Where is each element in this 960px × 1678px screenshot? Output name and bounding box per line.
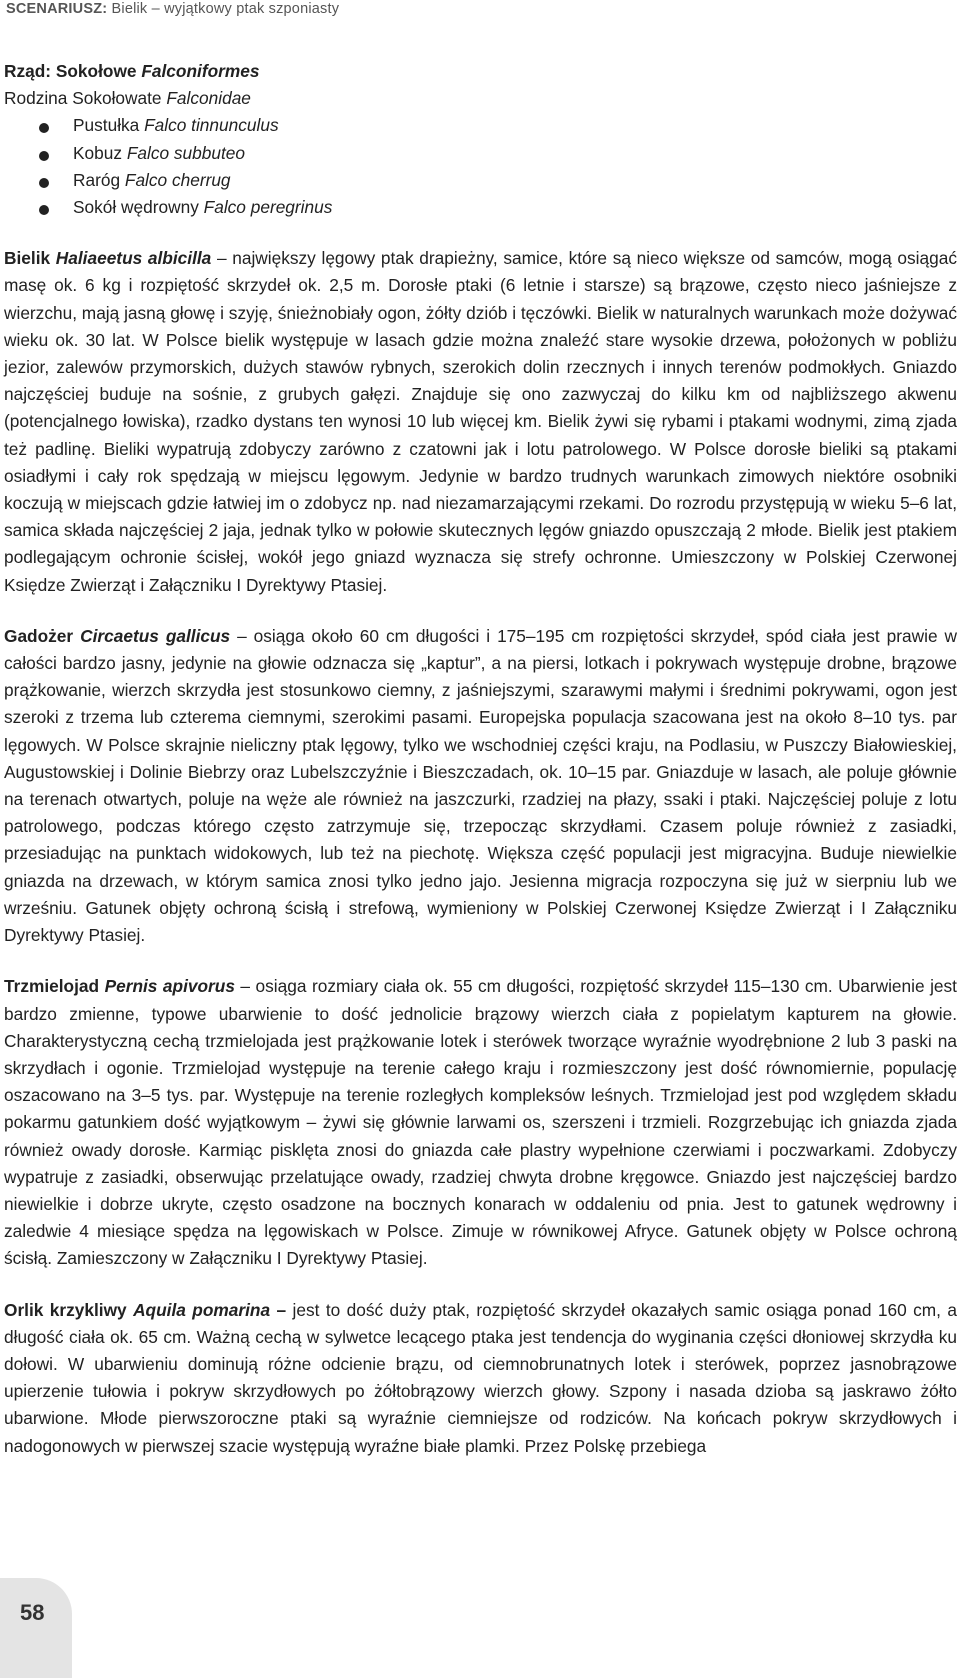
heading-dash: –	[270, 1299, 287, 1320]
taxonomy-block	[4, 58, 957, 221]
species-heading-latin: Circaetus gallicus	[80, 625, 231, 646]
page-number: 58	[20, 1600, 45, 1625]
bullet-icon	[39, 151, 49, 161]
family-line	[4, 85, 957, 112]
order-line	[4, 58, 957, 85]
article-body	[4, 58, 957, 1484]
species-name: Raróg	[73, 169, 121, 190]
species-name: Kobuz	[73, 142, 123, 163]
header-label: SCENARIUSZ:	[6, 1, 108, 17]
order-latin: Falconiformes	[141, 61, 260, 81]
list-item	[4, 194, 957, 221]
bullet-icon	[39, 178, 49, 188]
running-header	[6, 0, 339, 18]
species-latin: Falco cherrug	[124, 169, 231, 190]
bullet-icon	[39, 123, 49, 133]
species-latin: Falco peregrinus	[203, 197, 333, 218]
list-item	[4, 140, 957, 167]
species-name: Sokół wędrowny	[73, 197, 199, 218]
paragraph-trzmielojad	[4, 973, 957, 1272]
list-item	[4, 112, 957, 139]
species-latin: Falco tinnunculus	[144, 115, 279, 136]
header-title: Bielik – wyjątkowy ptak szponiasty	[111, 1, 340, 17]
list-item	[4, 167, 957, 194]
species-heading: Gadożer	[4, 625, 74, 646]
species-heading-latin: Aquila pomarina	[133, 1299, 271, 1320]
species-heading-latin: Pernis apivorus	[104, 976, 235, 997]
species-heading: Trzmielojad	[4, 976, 100, 997]
species-heading: Bielik	[4, 248, 51, 269]
family-label: Rodzina Sokołowate	[4, 88, 162, 109]
paragraph-text: – największy lęgowy ptak drapieżny, samice, które są nieco większe od samców, mogą osiągać masę ok. 6 kg i rozpiętość skrzydeł ok. 2,5 m. Dorosłe ptaki (6 letnie i starsze) są brązowe, często nieco jaśniejsze z wierzchu, mają jasną głowę i szyję, śnieżnobiały ogon, żółty dziób i tęczówki. Bielik w naturalnych warunkach może dożywać wieku ok. 30 lat. W Polsce bielik występuje w lasach gdzie można znaleźć stare wysokie drzewa, położonych w pobliżu jezior, zalewów przymorskich, dużych stawów rybnych, szerokich dolin rzecznych i innych terenów podmokłych. Gniazdo najczęściej buduje na sośnie, z grubych gałęzi. Znajduje się ono zazwyczaj do kilku km od najbliższego akwenu (potencjalnego łowiska), rzadko dystans ten wynosi 10 lub więcej km. Bielik żywi się rybami i ptakami wodnymi, zimą zjada też padlinę. Bieliki wypatrują zdobyczy zarówno z czatowni jak i lotu patrolowego. W Polsce dorosłe bieliki są ptakami osiadłymi i cały rok spędzają w miejscu lęgowym. Jedynie w bardzo trudnych warunkach zimowych niektóre osobniki koczują w miejscach gdzie łatwiej im o zdobycz np. nad niezamarzającymi rzekami. Do rozrodu przystępują w wieku 5–6 lat, samica składa najczęściej 2 jaja, jednak tylko w połowie skutecznych lęgów gniazdo opuszczają 2 młode. Bielik jest ptakiem podlegającym ochronie ścisłej, wokół jego gniazd wyznacza się strefy ochronne. Umieszczony w Polskiej Czerwonej Księdze Zwierząt i Załączniku I Dyrektywy Ptasiej.	[4, 248, 957, 595]
paragraph-gadozer	[4, 623, 957, 949]
paragraph-text: – osiąga około 60 cm długości i 175–195 cm rozpiętości skrzydeł, spód ciała jest prawie w całości bardzo jasny, jedynie na głowie odznacza się „kaptur”, a na piersi, lotkach i pokrywach występuje drobne, brązowe prążkowanie, wierzch skrzydła jest stosunkowo ciemny, z jaśniejszymi, szarawymi małymi i średnimi pokrywami, ogon jest szeroki z trzema lub czterema ciemnymi, szerokimi pasami. Europejska populacja szacowana jest na około 8–10 tys. par lęgowych. W Polsce skrajnie nieliczny ptak lęgowy, tylko we wschodniej części kraju, na Podlasiu, w Puszczy Białowieskiej, Augustowskiej i Dolinie Biebrzy oraz Lubelszczyźnie i Bieszczadach, ok. 10–15 par. Gniazduje w lasach, ale poluje głównie na terenach otwartych, poluje na węże ale również na jaszczurki, rzadziej na płazy, ssaki i ptaki. Najczęściej poluje z lotu patrolowego, podczas którego często zatrzymuje się, trzepocząc skrzydłami. Czasem poluje również z zasiadki, przesiadując na punktach widokowych, lub też na piechotę. Większa część populacji jest migracyjna. Buduje niewielkie gniazda na drzewach, w którym samica znosi tylko jedno jajo. Jesienna migracja rozpoczyna się już w sierpniu lub we wrześniu. Gatunek objęty ochroną ścisłą i strefową, wymieniony w Polskiej Czerwonej Księdze Zwierząt i I Załączniku Dyrektywy Ptasiej.	[4, 625, 957, 946]
species-latin: Falco subbuteo	[126, 142, 245, 163]
paragraph-orlik	[4, 1297, 957, 1460]
bullet-icon	[39, 205, 49, 215]
paragraph-bielik	[4, 245, 957, 599]
species-heading: Orlik krzykliwy	[4, 1299, 127, 1320]
order-label: Rząd: Sokołowe	[4, 61, 137, 81]
species-heading-latin: Haliaeetus albicilla	[55, 248, 212, 269]
species-name: Pustułka	[73, 115, 140, 136]
species-list	[4, 112, 957, 221]
paragraph-text: – osiąga rozmiary ciała ok. 55 cm długości, rozpiętość skrzydeł 115–130 cm. Ubarwienie jest bardzo zmienne, typowe ubarwienie to dość jednolicie brązowy wierzch ciała z popielatym kapturem na głowie. Charakterystyczną cechą trzmielojada jest prążkowanie lotek i sterówek tworzące wyraźnie wyodrębnione 2 lub 3 paski na skrzydłach i ogonie. Trzmielojad występuje na terenie całego kraju i rozmieszczony jest dość równomiernie, populację oszacowano na 3–5 tys. par. Występuje na terenie rozległych kompleksów leśnych. Trzmielojad jest pod względem składu pokarmu gatunkiem dość wyjątkowym – żywi się głównie larwami os, szerszeni i trzmieli. Rozgrzebując ich gniazda zjada również owady dorosłe. Karmiąc pisklęta znosi do gniazda całe plastry wypełnione czerwiami i poczwarkami. Zdobyczy wypatruje z zasiadki, obserwując przelatujące owady, rzadziej chwyta drobne kręgowce. Gniazdo jest najczęściej bardzo niewielkie i dobrze ukryte, często osadzone na bocznych konarach w oddaleniu od pnia. Jest to gatunek wędrowny i zaledwie 4 miesiące spędza na lęgowiskach w Polsce. Zimuje w równikowej Afryce. Gatunek objęty w Polsce ochroną ścisłą. Zamieszczony w Załączniku I Dyrektywy Ptasiej.	[4, 976, 957, 1269]
family-latin: Falconidae	[166, 88, 251, 109]
page-number-tab	[0, 1578, 72, 1678]
paragraph-text: jest to dość duży ptak, rozpiętość skrzydeł okazałych samic osiąga ponad 160 cm, a długość ciała ok. 65 cm. Ważną cechą w sylwetce lecącego ptaka jest tendencja do wyginania części dłoniowej skrzydła ku dołowi. W ubarwieniu dominują różne odcienie brązu, od ciemnobrunatnych lotek i sterówek, poprzez jasnobrązowe upierzenie tułowia i pokryw skrzydłowych po żółtobrązowy wierzch głowy. Szpony i nasada dzioba są jaskrawo żółto ubarwione. Młode pierwszoroczne ptaki są wyraźnie ciemniejsze od rodziców. Na końcach pokryw skrzydłowych i nadogonowych w pierwszej szacie występują wyraźne białe plamki. Przez Polskę przebiega	[4, 1299, 957, 1456]
